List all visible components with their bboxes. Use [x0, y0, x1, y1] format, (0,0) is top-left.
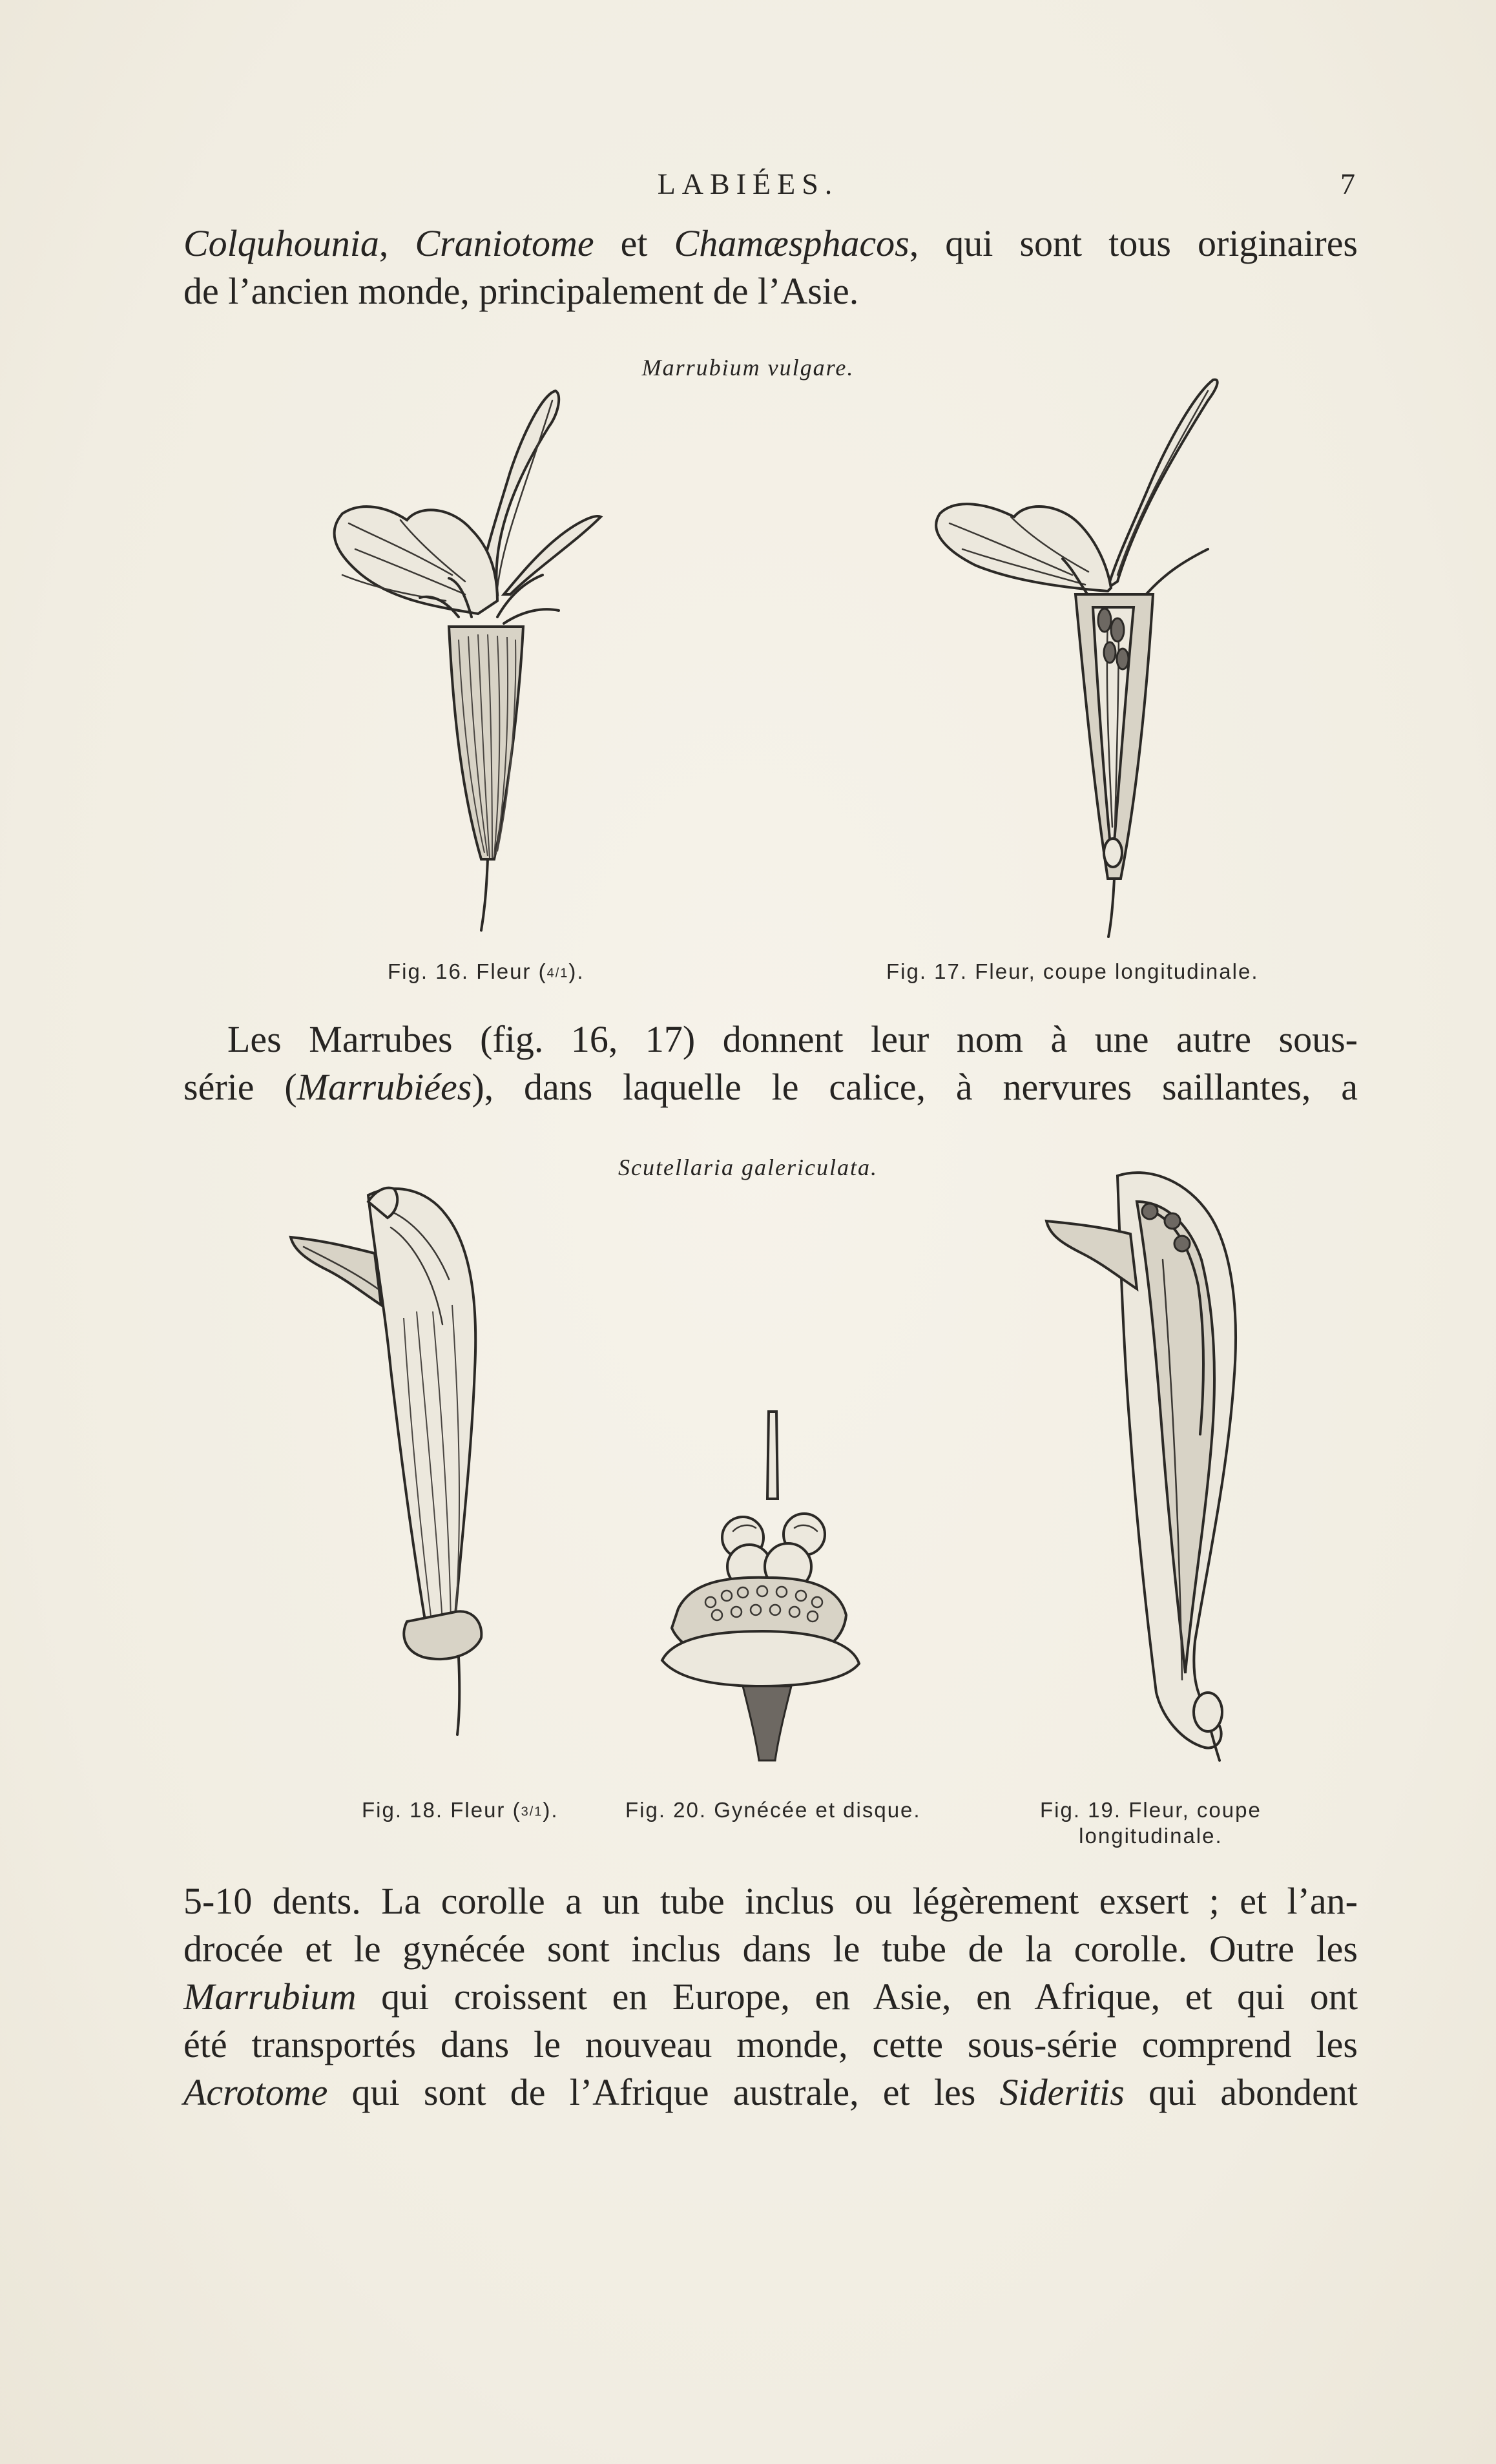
figure-17-caption: Fig. 17. Fleur, coupe longitudinale. [886, 959, 1259, 983]
text-line [183, 220, 1358, 267]
figure-19-section-illustration [1034, 1163, 1266, 1764]
genus-name: Acrotome [183, 2071, 328, 2113]
page-number: 7 [1340, 167, 1355, 200]
scale-fraction: 4/1 [546, 966, 569, 981]
page-header [0, 167, 1496, 205]
paragraph-middle [183, 1016, 1358, 1111]
text-line: Les Marrubes (fig. 16, 17) donnent leur nom à une autre sous- [227, 1018, 1358, 1060]
text-fragment: , [379, 222, 415, 264]
genus-name: Colquhounia [183, 222, 379, 264]
genus-name: Marrubium [183, 1976, 357, 2018]
text-line: 5-10 dents. La corolle a un tube inclus ou légèrement exsert ; et l’an- [183, 1880, 1358, 1922]
text-line: de l’ancien monde, principalement de l’Asie. [183, 270, 859, 312]
text-line [183, 2069, 1358, 2116]
figure-20-caption: Fig. 20. Gynécée et disque. [625, 1798, 921, 1822]
text-fragment: et [594, 222, 674, 264]
figure-19-caption [1040, 1797, 1262, 1849]
text-fragment: ), dans laquelle le calice, à nervures saillantes, a [472, 1066, 1358, 1108]
text-fragment: qui abondent [1124, 2071, 1358, 2113]
genus-name: Craniotome [415, 222, 594, 264]
caption-line: Fig. 19. Fleur, coupe [1040, 1798, 1262, 1822]
text-line: drocée et le gynécée sont inclus dans le tube de la corolle. Outre les [183, 1928, 1358, 1970]
text-fragment: série ( [183, 1066, 297, 1108]
caption-text: ). [543, 1798, 559, 1822]
plate-title-scutellaria: Scutellaria galericulata. [618, 1154, 878, 1180]
caption-text: Fig. 18. Fleur ( [362, 1798, 521, 1822]
figure-17-section-illustration [924, 375, 1260, 943]
text-line [183, 1063, 1358, 1111]
figure-16-caption [388, 959, 585, 986]
figure-18-caption [362, 1797, 559, 1824]
text-line: été transportés dans le nouveau monde, cette sous-série comprend les [183, 2023, 1358, 2065]
text-fragment: qui sont de l’Afrique australe, et les [327, 2071, 1000, 2113]
genus-name: Sideritis [999, 2071, 1125, 2113]
running-title: LABIÉES. [657, 167, 839, 200]
paragraph-top [183, 220, 1358, 315]
genus-name: Chamæsphacos [674, 222, 909, 264]
plate-title-marrubium: Marrubium vulgare. [641, 355, 855, 381]
caption-text: Fig. 16. Fleur ( [388, 959, 547, 983]
taxon-name: Marrubiées [296, 1066, 472, 1108]
figure-18-flower-illustration [278, 1176, 510, 1751]
caption-text: ). [568, 959, 585, 983]
text-line [183, 1973, 1358, 2021]
figure-16-flower-illustration [304, 381, 614, 937]
scale-fraction: 3/1 [521, 1804, 543, 1819]
figure-20-gynoecium-illustration [652, 1408, 866, 1770]
text-fragment: , qui sont tous originaires [909, 222, 1358, 264]
caption-line: longitudinale. [1079, 1824, 1223, 1848]
paragraph-bottom [183, 1877, 1358, 2116]
text-fragment: qui croissent en Europe, en Asie, en Afrique, et qui ont [356, 1976, 1358, 2018]
